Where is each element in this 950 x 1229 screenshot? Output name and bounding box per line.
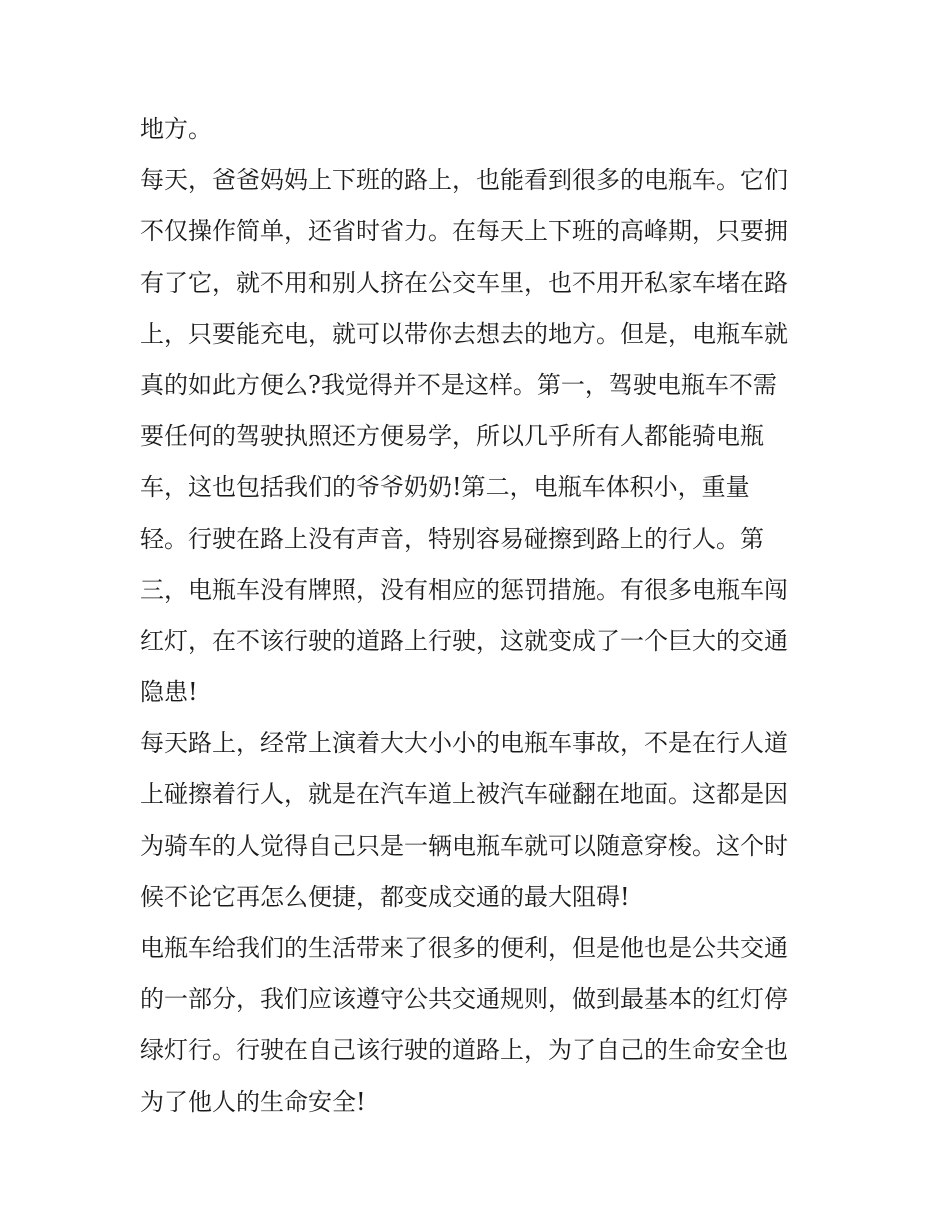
text-line: 为了他人的生命安全! <box>140 1087 366 1116</box>
text-line: 轻。行驶在路上没有声音，特别容易碰擦到路上的行人。第 <box>140 524 764 553</box>
text-line: 上，只要能充电，就可以带你去想去的地方。但是，电瓶车就 <box>140 319 788 348</box>
text-line: 不仅操作简单，还省时省力。在每天上下班的高峰期，只要拥 <box>140 217 788 246</box>
text-line: 候不论它再怎么便捷，都变成交通的最大阻碍! <box>140 882 630 911</box>
text-line: 真的如此方便么?我觉得并不是这样。第一，驾驶电瓶车不需 <box>140 370 777 399</box>
text-line: 每天路上，经常上演着大大小小的电瓶车事故，不是在行人道 <box>140 729 788 758</box>
text-line: 电瓶车给我们的生活带来了很多的便利，但是他也是公共交通 <box>140 934 788 962</box>
essay-body <box>140 104 820 1128</box>
text-line: 隐患! <box>140 678 198 707</box>
text-line: 绿灯行。行驶在自己该行驶的道路上，为了自己的生命安全也 <box>140 1036 788 1065</box>
text-line: 三，电瓶车没有牌照，没有相应的惩罚措施。有很多电瓶车闯 <box>140 575 788 604</box>
text-line: 地方。 <box>140 115 212 143</box>
text-line: 车，这也包括我们的爷爷奶奶!第二，电瓶车体积小，重量 <box>140 473 750 502</box>
text-line: 为骑车的人觉得自己只是一辆电瓶车就可以随意穿梭。这个时 <box>140 831 788 860</box>
text-line: 红灯，在不该行驶的道路上行驶，这就变成了一个巨大的交通 <box>140 626 788 655</box>
text-line: 的一部分，我们应该遵守公共交通规则，做到最基本的红灯停 <box>140 985 788 1014</box>
text-line: 每天，爸爸妈妈上下班的路上，也能看到很多的电瓶车。它们 <box>140 166 788 195</box>
text-line: 要任何的驾驶执照还方便易学，所以几乎所有人都能骑电瓶 <box>140 422 764 451</box>
text-line: 有了它，就不用和别人挤在公交车里，也不用开私家车堵在路 <box>140 268 788 297</box>
text-line: 上碰擦着行人，就是在汽车道上被汽车碰翻在地面。这都是因 <box>140 780 788 809</box>
